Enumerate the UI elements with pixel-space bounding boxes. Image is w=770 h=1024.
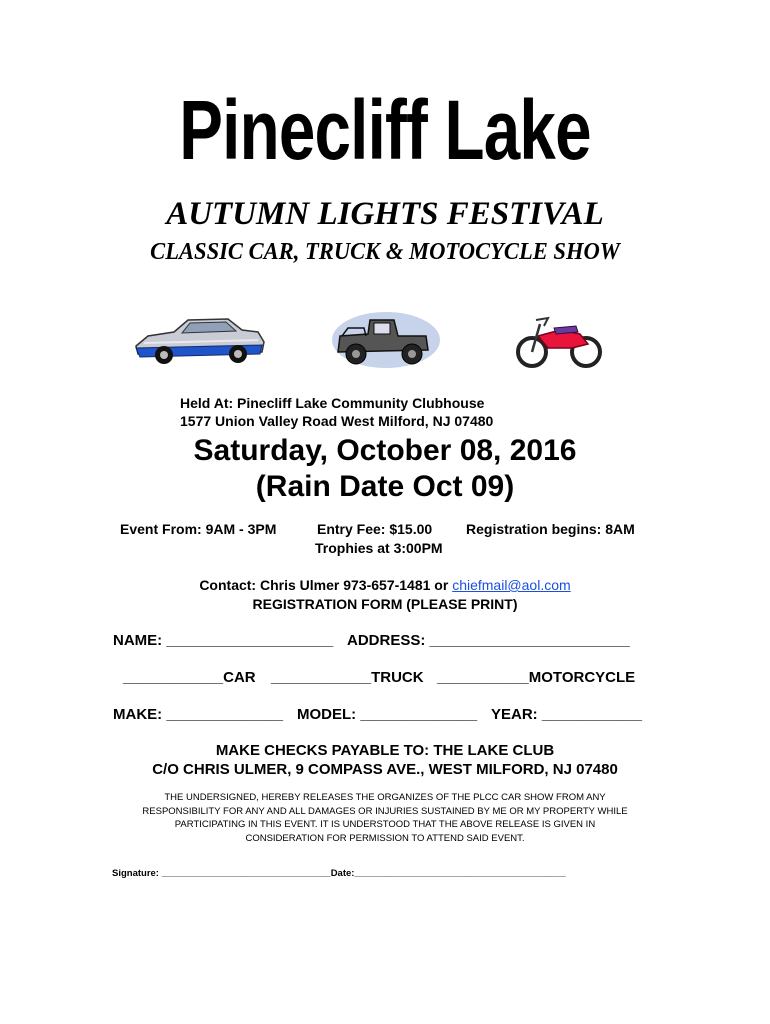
contact-line bbox=[0, 577, 770, 593]
show-subtitle: CLASSIC CAR, TRUCK & MOTOCYCLE SHOW bbox=[150, 239, 620, 265]
name-field[interactable]: NAME: ____________________ bbox=[113, 632, 334, 649]
venue-info bbox=[180, 394, 493, 430]
event-date: Saturday, October 08, 2016 bbox=[193, 434, 577, 467]
classic-car-icon bbox=[130, 312, 268, 367]
entry-fee: Entry Fee: $15.00 bbox=[317, 521, 433, 537]
signature-row bbox=[112, 868, 566, 879]
truck-option[interactable]: ____________TRUCK bbox=[271, 669, 424, 686]
address-field[interactable]: ADDRESS: ________________________ bbox=[347, 632, 630, 649]
release-line: CONSIDERATION FOR PERMISSION TO ATTEND SAID EVENT. bbox=[245, 832, 525, 844]
email-link[interactable]: chiefmail@aol.com bbox=[452, 577, 571, 593]
release-text bbox=[100, 791, 670, 845]
payment-line-2: C/O CHRIS ULMER, 9 COMPASS AVE., WEST MILFORD, NJ 07480 bbox=[152, 761, 618, 778]
festival-subtitle: AUTUMN LIGHTS FESTIVAL bbox=[166, 196, 604, 232]
venue-address: 1577 Union Valley Road West Milford, NJ 07480 bbox=[180, 413, 494, 429]
rain-date: (Rain Date Oct 09) bbox=[255, 470, 515, 503]
year-field[interactable]: YEAR: ____________ bbox=[491, 706, 642, 723]
venue-name: Held At: Pinecliff Lake Community Clubhouse bbox=[180, 395, 485, 411]
motorcycle-icon bbox=[514, 312, 604, 370]
contact-text: Contact: Chris Ulmer 973-657-1481 or bbox=[199, 577, 453, 593]
signature-field[interactable]: Signature: ________________________________ bbox=[112, 868, 331, 879]
car-option[interactable]: ____________CAR bbox=[123, 669, 256, 686]
registration-time: Registration begins: 8AM bbox=[466, 521, 635, 537]
release-line: PARTICIPATING IN THIS EVENT. IT IS UNDERSTOOD THAT THE ABOVE RELEASE IS GIVEN IN bbox=[174, 819, 596, 830]
release-line: RESPONSIBILITY FOR ANY AND ALL DAMAGES OR INJURIES SUSTAINED BY ME OR MY PROPERTY WHILE bbox=[142, 805, 628, 817]
date-field[interactable]: Date:________________________________________ bbox=[330, 868, 566, 879]
make-field[interactable]: MAKE: ______________ bbox=[113, 706, 284, 723]
event-hours: Event From: 9AM - 3PM bbox=[120, 521, 277, 537]
vintage-truck-icon bbox=[328, 306, 440, 370]
trophies-time: Trophies at 3:00PM bbox=[315, 540, 443, 556]
page-title: Pinecliff Lake bbox=[179, 83, 591, 177]
release-line: THE UNDERSIGNED, HEREBY RELEASES THE ORGANIZES OF THE PLCC CAR SHOW FROM ANY bbox=[164, 792, 606, 803]
form-title: REGISTRATION FORM (PLEASE PRINT) bbox=[252, 596, 518, 612]
model-field[interactable]: MODEL: ______________ bbox=[297, 706, 478, 723]
payment-line-1: MAKE CHECKS PAYABLE TO: THE LAKE CLUB bbox=[215, 742, 555, 759]
motorcycle-option[interactable]: ___________MOTORCYCLE bbox=[437, 669, 636, 686]
